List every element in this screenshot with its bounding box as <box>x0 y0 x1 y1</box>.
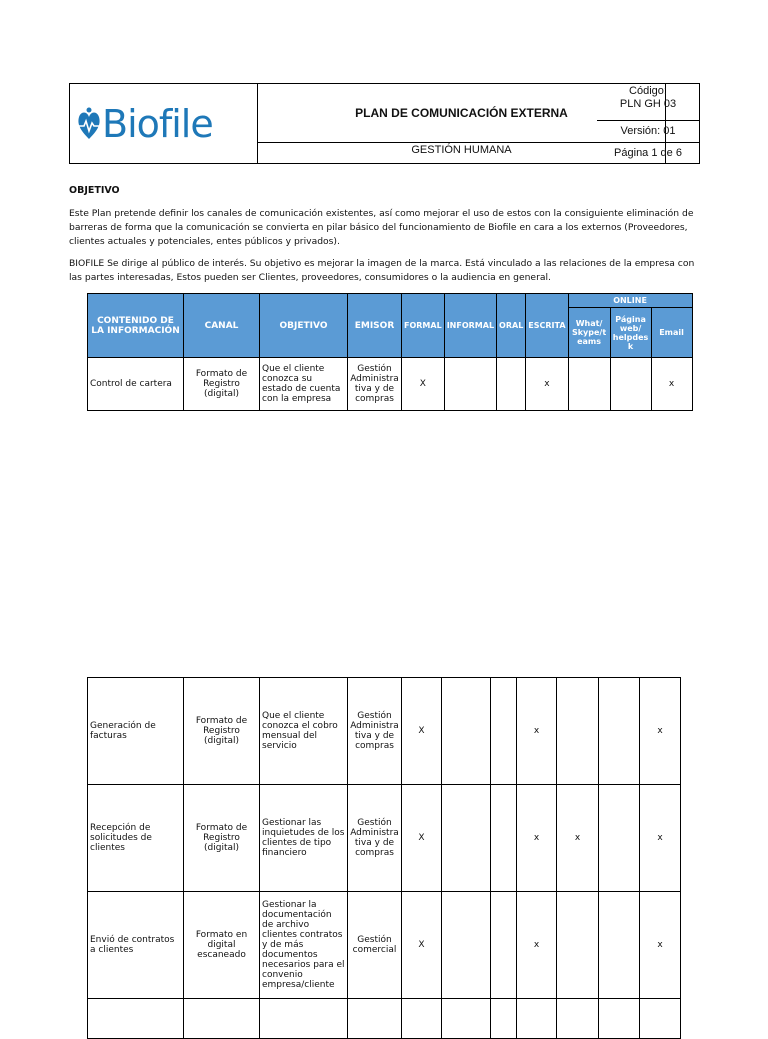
objective-paragraph: Este Plan pretende definir los canales de comunicación existentes, así como mejorar el uso de estos con la consiguiente eliminación de barreras de forma que la comunicación se convierta en pilar básico del funcionamiento de Biofile en cara a los externos (Proveedores, clientes actuales y potenciales, entes públicos y privados). <box>69 208 694 247</box>
cell-canal: Formato de Registro (digital) <box>184 785 260 892</box>
header-email: Email <box>651 308 692 358</box>
document-header <box>69 83 700 164</box>
brand-name: Biofile <box>102 101 213 146</box>
header-escrita: ESCRITA <box>526 294 568 358</box>
header-pagina: Página web/ helpdes k <box>610 308 651 358</box>
section-heading: OBJETIVO <box>69 185 120 196</box>
cell-email: x <box>640 892 681 999</box>
table-row <box>88 678 681 785</box>
header-canal: CANAL <box>184 294 260 358</box>
cell-objetivo: Gestionar las inquietudes de los clientes de tipo financiero <box>260 785 348 892</box>
table-row <box>88 358 693 411</box>
cell-canal: Formato de Registro (digital) <box>184 358 260 411</box>
cell-objetivo: Que el cliente conozca el cobro mensual del servicio <box>260 678 348 785</box>
document-page: Página 1 de 6 <box>614 147 682 159</box>
cell-pagina <box>610 358 651 411</box>
cell-pagina <box>599 678 640 785</box>
cell-informal <box>442 892 491 999</box>
cell-emisor: Gestión Administra tiva y de compras <box>348 678 402 785</box>
cell-informal <box>442 678 491 785</box>
cell-formal: X <box>402 785 442 892</box>
cell-canal: Formato en digital escaneado <box>184 892 260 999</box>
header-contenido: CONTENIDO DE LA INFORMACIÓN <box>88 294 184 358</box>
cell-objetivo: Que el cliente conozca su estado de cuenta con la empresa <box>260 358 348 411</box>
cell-escrita: x <box>517 892 557 999</box>
document-code <box>597 84 699 121</box>
table-row <box>88 785 681 892</box>
header-emisor: EMISOR <box>348 294 402 358</box>
cell-formal: X <box>402 358 445 411</box>
cell-emisor: Gestión Administra tiva y de compras <box>348 785 402 892</box>
communication-table <box>87 293 693 411</box>
header-online: ONLINE <box>568 294 692 308</box>
cell-contenido: Control de cartera <box>88 358 184 411</box>
heart-pulse-icon <box>76 106 102 142</box>
header-objetivo: OBJETIVO <box>260 294 348 358</box>
cell-pagina <box>599 785 640 892</box>
cell-what <box>557 678 599 785</box>
cell-oral <box>497 358 526 411</box>
header-formal: FORMAL <box>402 294 445 358</box>
header-informal: INFORMAL <box>444 294 496 358</box>
cell-email: x <box>640 678 681 785</box>
cell-escrita: x <box>526 358 568 411</box>
cell-contenido: Generación de facturas <box>88 678 184 785</box>
cell-escrita: x <box>517 678 557 785</box>
cell-oral <box>491 892 517 999</box>
table-row <box>88 892 681 999</box>
cell-what <box>557 892 599 999</box>
cell-canal: Formato de Registro (digital) <box>184 678 260 785</box>
code-value: PLN GH 03 <box>619 98 677 110</box>
cell-informal <box>444 358 496 411</box>
cell-what: x <box>557 785 599 892</box>
logo-cell <box>70 84 258 163</box>
document-area: GESTIÓN HUMANA <box>258 143 666 163</box>
cell-formal: X <box>402 678 442 785</box>
header-what: What/ Skype/t eams <box>568 308 610 358</box>
cell-oral <box>491 785 517 892</box>
cell-pagina <box>599 892 640 999</box>
communication-table-continued <box>87 677 681 1039</box>
biofile-logo <box>76 101 213 146</box>
cell-informal <box>442 785 491 892</box>
document-title: PLAN DE COMUNICACIÓN EXTERNA <box>258 84 666 143</box>
cell-emisor: Gestión comercial <box>348 892 402 999</box>
cell-escrita: x <box>517 785 557 892</box>
table-row-partial <box>88 999 681 1039</box>
code-label: Código: <box>629 85 667 97</box>
document-version: Versión: 01 <box>597 121 699 143</box>
cell-objetivo: Gestionar la documentación de archivo clientes contratos y de más documentos necesarios para el convenio empresa/cliente <box>260 892 348 999</box>
cell-contenido: Recepción de solicitudes de clientes <box>88 785 184 892</box>
cell-email: x <box>651 358 692 411</box>
cell-oral <box>491 678 517 785</box>
header-oral: ORAL <box>497 294 526 358</box>
cell-contenido: Envió de contratos a clientes <box>88 892 184 999</box>
cell-formal: X <box>402 892 442 999</box>
cell-email: x <box>640 785 681 892</box>
cell-emisor: Gestión Administra tiva y de compras <box>348 358 402 411</box>
audience-paragraph: BIOFILE Se dirige al público de interés. Su objetivo es mejorar la imagen de la marca. Está vinculado a las relaciones de la empresa con las partes interesadas, Estos pueden ser Clientes, proveedores, consumidores o la audiencia en general. <box>69 258 695 283</box>
cell-what <box>568 358 610 411</box>
